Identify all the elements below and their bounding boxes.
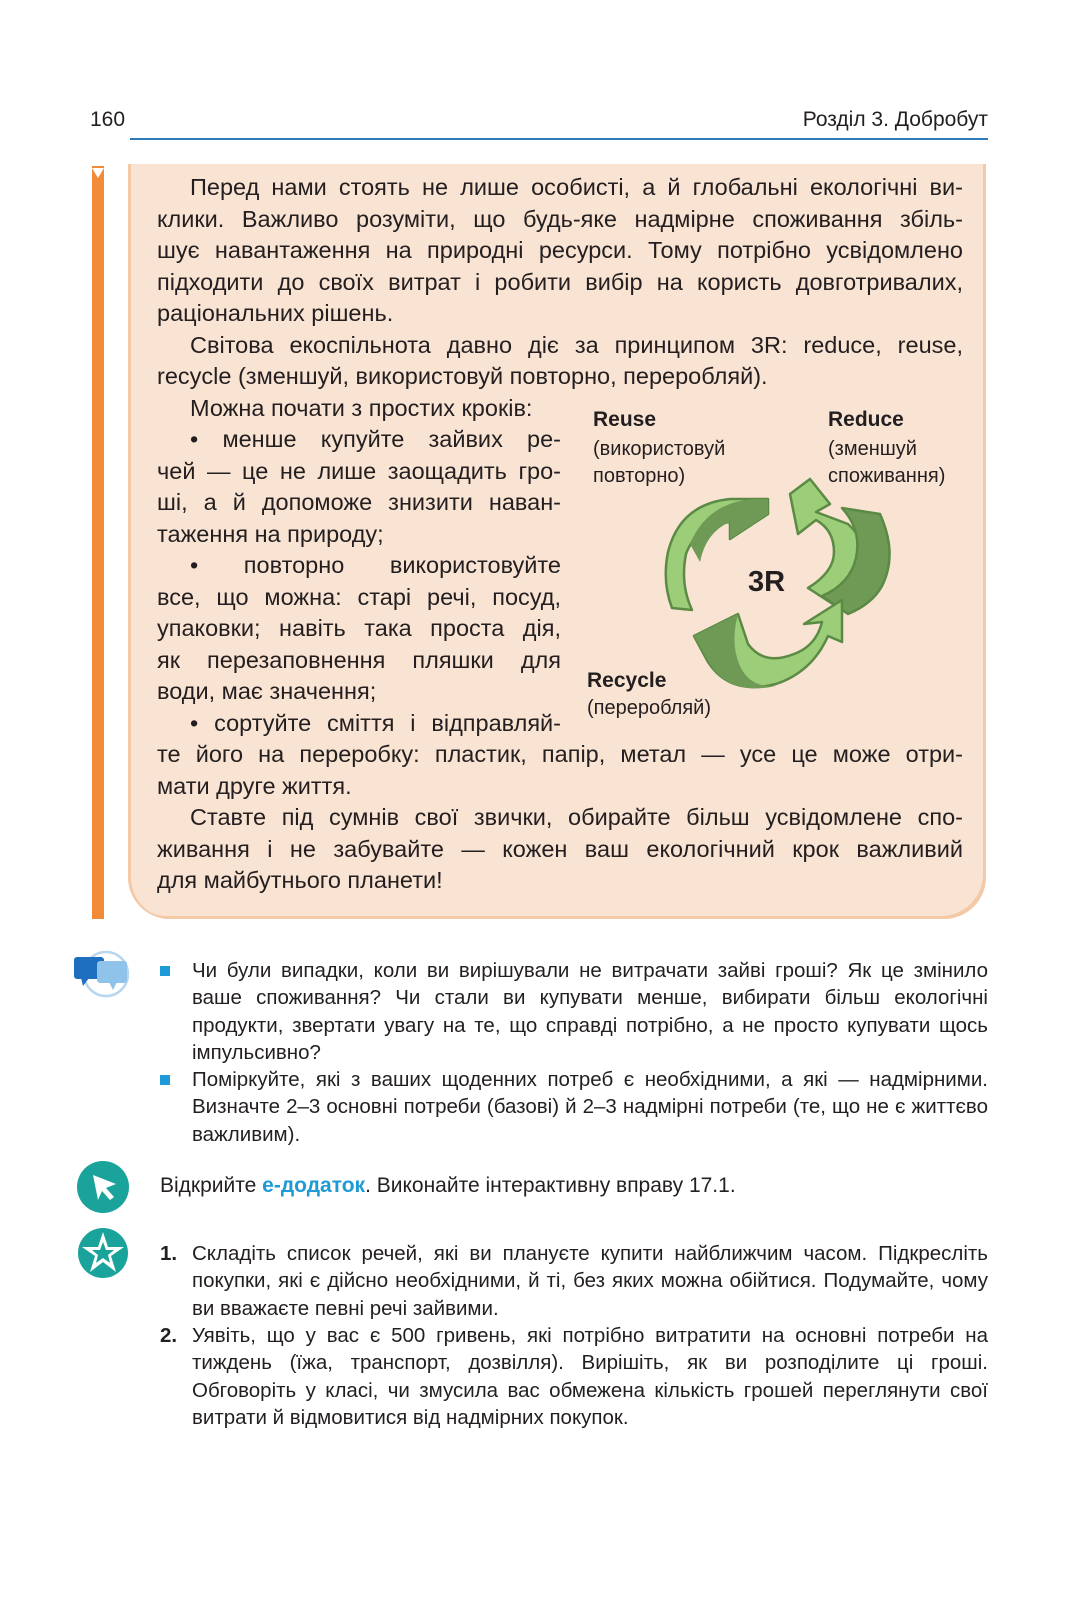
square-bullet-icon [160,1075,170,1085]
box-line: Світова екоспільнота давно діє за принципом 3R: reduce, reuse, [190,332,963,358]
e-supplement-suffix: . Виконайте інтерактивну вправу 17.1. [365,1174,736,1197]
box-line: підходити до своїх витрат і робити вибір на користь довготривалих, [157,269,963,295]
box-line: шує навантаження на природні ресурси. Тому потрібно усвідомлено [157,237,963,263]
box-line: Можна почати з простих кроків: [190,395,533,421]
box-line: • повторно використовуйте [190,552,561,578]
box-line: клики. Важливо розуміти, що будь-яке надмірне споживання збіль- [157,206,963,232]
box-line: мати друге життя. [157,773,352,799]
cursor-icon [76,1160,130,1214]
reuse-desc-1: (використовуй [593,438,726,460]
star-icon [76,1226,130,1280]
reduce-desc-1: (зменшуй [828,438,917,460]
box-line: все, що можна: старі речі, посуд, [157,584,561,610]
box-line: раціональних рішень. [157,300,394,326]
box-line: • менше купуйте зайвих ре- [190,426,561,452]
side-accent-bar [92,166,104,919]
box-line: ші, а й допоможе знизити наван- [157,489,561,515]
box-line: для майбутнього планети! [157,867,443,893]
question-text: Чи були випадки, коли ви вирішували не витрачати зайві гроші? Як це змінило ваше споживання? Чи стали ви купувати менше, вибирати більш екологічні продукти, звертати увагу на те, що справді потрібно, а не просто купувати щось імпульсивно? [192,959,988,1064]
box-line: recycle (зменшуй, використовуй повторно, переробляй). [157,363,768,389]
task-number: 1. [160,1242,178,1265]
page-header [90,106,988,138]
task-text: Уявіть, що у вас є 500 гривень, які потрібно витратити на основні потреби на тиждень (їжа, транспорт, дозвілля). Вирішіть, як ви розподілите ці гроші. Обговоріть у класі, чи змусила вас обмежена кількість грошей переглянути свої витрати й відмовитися від надмірних покупок. [192,1324,988,1429]
box-line: чей — це не лише заощадить гро- [157,458,561,484]
square-bullet-icon [160,966,170,976]
reuse-desc-2: повторно) [593,465,686,487]
page-number: 160 [90,108,126,131]
e-supplement-line [160,1174,736,1198]
task-item [160,1322,988,1431]
reuse-title: Reuse [593,408,657,431]
diagram-center-label: 3R [748,566,786,598]
question-text: Поміркуйте, які з ваших щоденних потреб є необхідними, а які — надмірними. Визначте 2–3 основні потреби (базові) й 2–3 надмірні потреби (те, що не є життєво важливим). [192,1068,988,1146]
question-item [160,957,988,1066]
reduce-title: Reduce [828,408,904,431]
box-line: як перезаповнення пляшки для [157,647,561,673]
question-item [160,1066,988,1148]
task-text: Складіть список речей, які ви плануєте купити найближчим часом. Підкресліть покупки, які є дійсно необхідними, й ті, без яких можна обійтися. Подумайте, чому ви вважаєте певні речі зайвими. [192,1242,988,1320]
recycle-title: Recycle [587,669,667,692]
box-line: води, має значення; [157,678,377,704]
section-title: Розділ 3. Добробут [802,108,988,131]
box-line: упаковки; навіть така проста дія, [157,615,561,641]
side-marker-icon [92,168,104,178]
box-line: • сортуйте сміття і відправляй- [190,710,561,736]
box-line: Перед нами стоять не лише особисті, а й глобальні екологічні ви- [190,174,963,200]
box-line: живання і не забувайте — кожен ваш екологічний крок важливий [157,836,963,862]
task-item [160,1240,988,1322]
e-supplement-link[interactable]: е-додаток [262,1174,366,1197]
box-line: таження на природу; [157,521,384,547]
box-line: Ставте під сумнів свої звички, обирайте більш усвідомлене спо- [190,804,963,830]
discussion-icon [73,948,129,1000]
box-line: те його на переробку: пластик, папір, метал — усе це може отри- [157,741,963,767]
reduce-desc-2: споживання) [828,465,946,487]
recycle-3r-diagram [580,404,980,724]
e-supplement-prefix: Відкрийте [160,1174,263,1197]
task-number: 2. [160,1324,178,1347]
recycle-desc: (переробляй) [587,697,711,719]
header-rule [130,138,988,140]
